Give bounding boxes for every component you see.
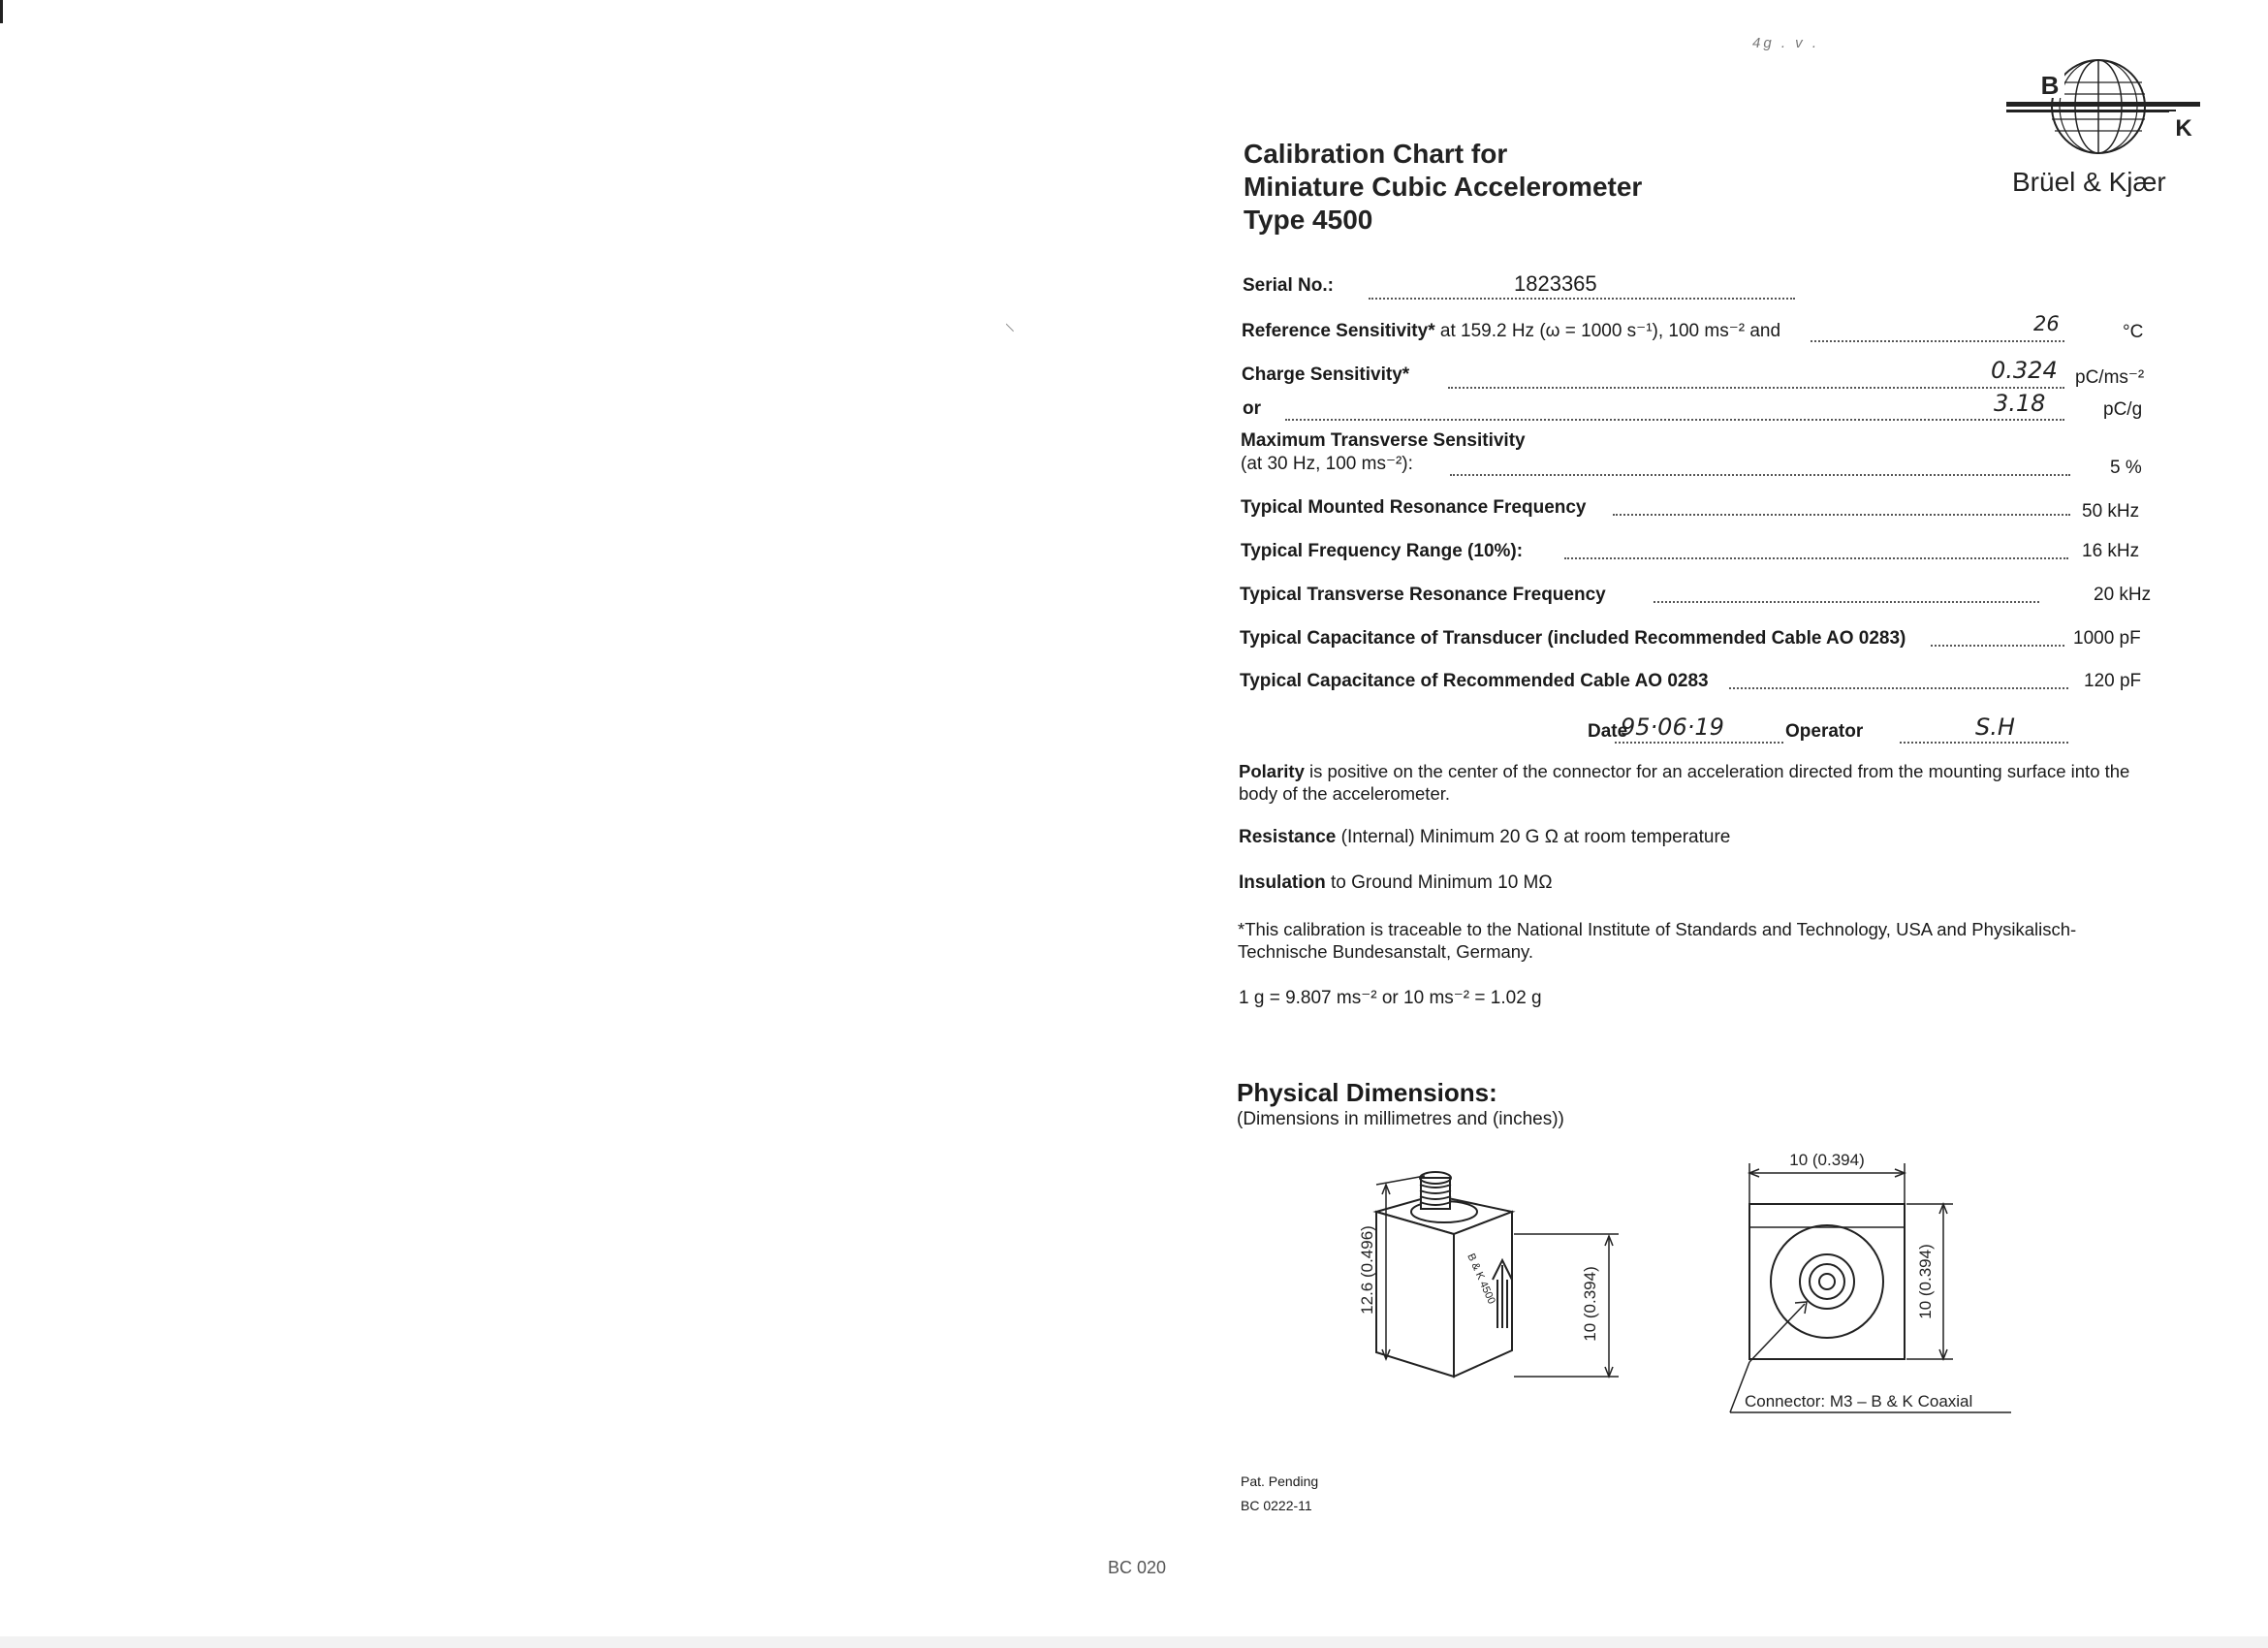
height-body-label: 10 (0.394) (1581, 1266, 1599, 1342)
brand-name: Brüel & Kjær (2012, 167, 2166, 197)
serial-value: 1823365 (1514, 271, 1597, 296)
height-total-label: 12.6 (0.496) (1358, 1225, 1376, 1315)
or-value: 3.18 (1994, 390, 2046, 417)
resistance-label: Resistance (1239, 827, 1337, 847)
operator-value: S.H (1975, 713, 2015, 741)
handwritten-scribble: 4g . v . (1752, 35, 1820, 51)
capacitance-cable-dots (1729, 687, 2068, 689)
mounted-resonance-value: 50 kHz (2082, 501, 2140, 522)
charge-dots (1448, 387, 2064, 389)
or-unit: pC/g (2103, 399, 2143, 420)
scan-speck-line: / (1002, 322, 1018, 333)
logo-letter-b: B (2040, 71, 2060, 100)
side-height-label: 10 (0.394) (1916, 1244, 1935, 1319)
polarity-label: Polarity (1239, 761, 1305, 781)
pat-pending: Pat. Pending (1241, 1474, 1319, 1489)
bk-globe-logo-icon (1997, 53, 2200, 170)
reference-dots (1811, 340, 2064, 342)
top-width-label: 10 (0.394) (1789, 1151, 1865, 1169)
max-transverse-dots (1450, 474, 2070, 476)
capacitance-cable-value: 120 pF (2084, 671, 2142, 691)
capacitance-transducer-dots (1931, 645, 2064, 647)
scan-bottom-edge (0, 1636, 2268, 1648)
traceability-note: *This calibration is traceable to the National Institute of Standards and Technology, USA and Physikalisch-Technische Bundesanstalt, Germany. (1238, 919, 2077, 962)
date-label: Date (1588, 721, 1628, 742)
logo-letter-k: K (2175, 115, 2192, 142)
cube-side-view-drawing (1347, 1158, 1638, 1391)
operator-label: Operator (1785, 721, 1864, 742)
title-line-2: Miniature Cubic Accelerometer (1244, 172, 1643, 202)
reference-sensitivity (1242, 320, 1780, 342)
charge-sensitivity-value: 0.324 (1991, 357, 2058, 384)
dimensions-title: Physical Dimensions: (1237, 1078, 1497, 1107)
or-dots (1285, 419, 2064, 421)
polarity-note (1239, 760, 2140, 805)
document-title (1244, 138, 1642, 237)
scan-edge-mark (0, 0, 3, 23)
charge-sensitivity-label: Charge Sensitivity* (1242, 364, 1410, 385)
mounted-resonance-label: Typical Mounted Resonance Frequency (1241, 497, 1587, 518)
bottom-code: BC 020 (1108, 1558, 1167, 1577)
connector-label: Connector: M3 – B & K Coaxial (1745, 1392, 1973, 1410)
insulation-label: Insulation (1239, 872, 1326, 893)
resistance-text: (Internal) Minimum 20 G Ω at room temperature (1336, 827, 1731, 847)
frequency-range-dots (1564, 557, 2068, 559)
frequency-range-value: 16 kHz (2082, 541, 2140, 561)
serial-label: Serial No.: (1243, 275, 1334, 296)
capacitance-cable-label: Typical Capacitance of Recommended Cable AO 0283 (1240, 671, 1709, 691)
transverse-resonance-label: Typical Transverse Resonance Frequency (1240, 585, 1606, 605)
title-line-3: Type 4500 (1244, 205, 1373, 235)
max-transverse-value: 5 % (2110, 458, 2142, 478)
bottom-view-drawing (1725, 1144, 2016, 1425)
capacitance-transducer-label: Typical Capacitance of Transducer (included Recommended Cable AO 0283) (1240, 628, 1906, 649)
reference-temp-value: 26 (2033, 312, 2060, 335)
max-transverse-label: Maximum Transverse Sensitivity (1241, 430, 1526, 451)
charge-sensitivity-unit: pC/ms⁻² (2075, 367, 2145, 388)
max-transverse-condition: (at 30 Hz, 100 ms⁻²): (1241, 454, 1413, 474)
transverse-resonance-value: 20 kHz (2094, 585, 2152, 605)
title-line-1: Calibration Chart for (1244, 139, 1508, 169)
mounted-resonance-dots (1613, 514, 2070, 516)
document-code: BC 0222-11 (1241, 1498, 1312, 1513)
dimensions-subtitle: (Dimensions in millimetres and (inches)) (1237, 1109, 1564, 1129)
frequency-range-label: Typical Frequency Range (10%): (1241, 541, 1524, 561)
serial-dots (1369, 298, 1795, 300)
cube-marking-text: B & K 4500 (1465, 1252, 1497, 1307)
reference-text: at 159.2 Hz (ω = 1000 s⁻¹), 100 ms⁻² and (1439, 321, 1781, 341)
or-label: or (1243, 398, 1261, 419)
date-dots (1615, 742, 1783, 744)
operator-dots (1900, 742, 2068, 744)
insulation-text: to Ground Minimum 10 MΩ (1325, 872, 1553, 893)
reference-label: Reference Sensitivity* (1242, 321, 1435, 341)
insulation-note (1239, 872, 1553, 894)
reference-temp-unit: °C (2123, 322, 2144, 342)
date-value: 95·06·19 (1621, 713, 1724, 741)
resistance-note (1239, 827, 1730, 848)
polarity-text: is positive on the center of the connector for an acceleration directed from the mounting surface into the body of the accelerometer. (1239, 761, 2130, 804)
transverse-resonance-dots (1654, 601, 2039, 603)
capacitance-transducer-value: 1000 pF (2073, 628, 2141, 649)
conversion-note: 1 g = 9.807 ms⁻² or 10 ms⁻² = 1.02 g (1239, 988, 1542, 1008)
